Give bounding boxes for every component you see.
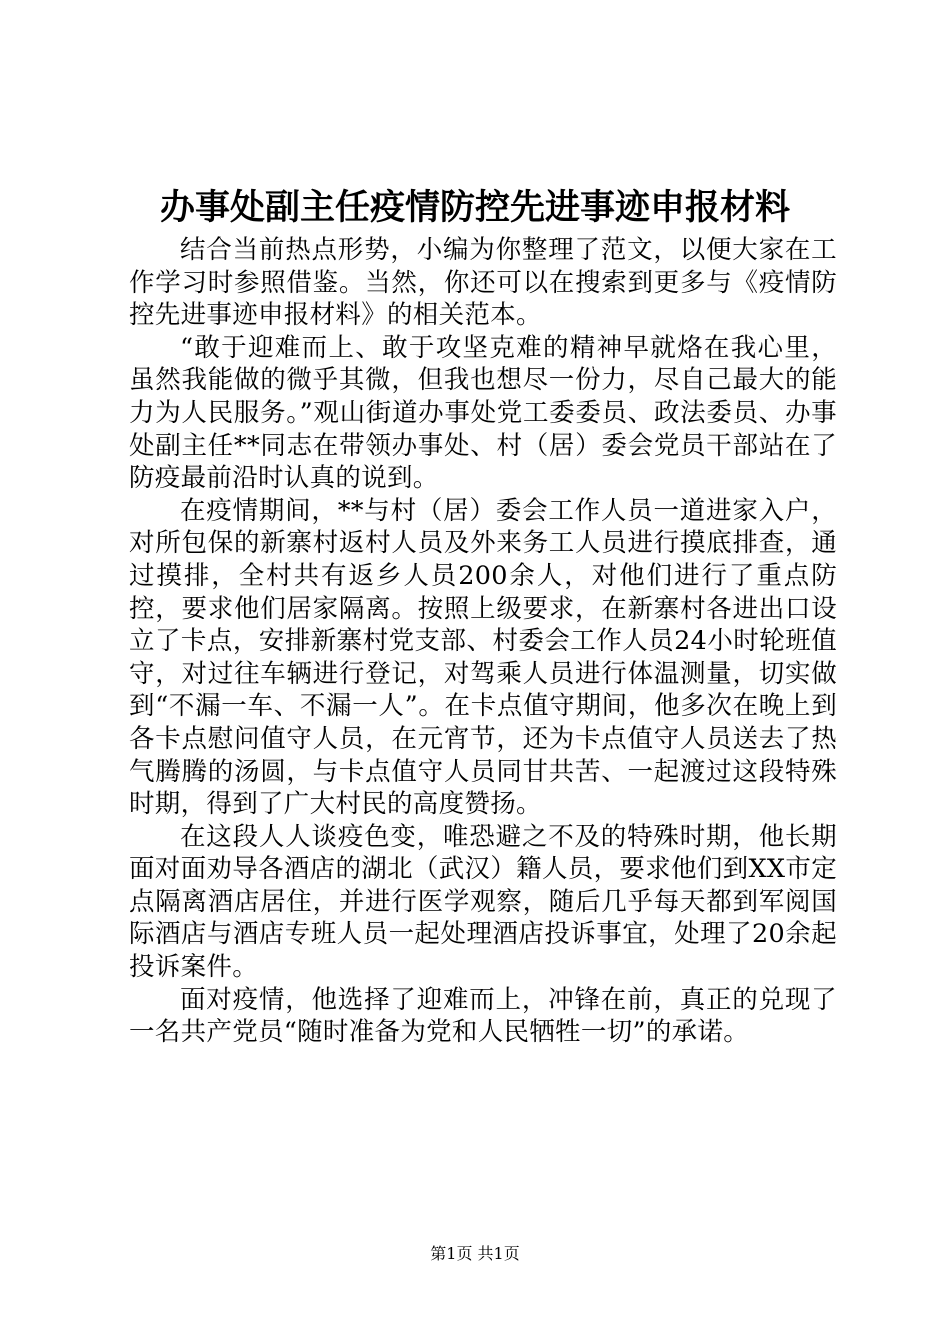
paragraph-intro: 结合当前热点形势，小编为你整理了范文，以便大家在工作学习时参照借鉴。当然，你还可以在搜索到更多与《疫情防控先进事迹申报材料》的相关范本。	[129, 235, 837, 331]
paragraph-conclusion: 面对疫情，他选择了迎难而上，冲锋在前，真正的兑现了一名共产党员“随时准备为党和人民牺牲一切”的承诺。	[129, 984, 837, 1048]
page-number-footer: 第1页 共1页	[430, 1244, 520, 1263]
paragraph-quote: “敢于迎难而上、敢于攻坚克难的精神早就烙在我心里，虽然我能做的微乎其微，但我也想尽一份力，尽自己最大的能力为人民服务。”观山街道办事处党工委委员、政法委员、办事处副主任**同志在带领办事处、村（居）委会党员干部站在了防疫最前沿时认真的说到。	[129, 332, 837, 494]
paragraph-hotel-persuasion: 在这段人人谈疫色变，唯恐避之不及的特殊时期，他长期面对面劝导各酒店的湖北（武汉）籍人员，要求他们到XX市定点隔离酒店居住，并进行医学观察，随后几乎每天都到军阅国际酒店与酒店专班人员一起处理酒店投诉事宜，处理了20余起投诉案件。	[129, 821, 837, 983]
paragraph-epidemic-period: 在疫情期间，**与村（居）委会工作人员一道进家入户，对所包保的新寨村返村人员及外来务工人员进行摸底排查，通过摸排，全村共有返乡人员200余人，对他们进行了重点防控，要求他们居家隔离。按照上级要求，在新寨村各进出口设立了卡点，安排新寨村党支部、村委会工作人员24小时轮班值守，对过往车辆进行登记，对驾乘人员进行体温测量，切实做到“不漏一车、不漏一人”。在卡点值守期间，他多次在晚上到各卡点慰问值守人员，在元宵节，还为卡点值守人员送去了热气腾腾的汤圆，与卡点值守人员同甘共苦、一起渡过这段特殊时期，得到了广大村民的高度赞扬。	[129, 495, 837, 820]
document-title: 办事处副主任疫情防控先进事迹申报材料	[159, 187, 790, 228]
document-body	[129, 234, 837, 1049]
